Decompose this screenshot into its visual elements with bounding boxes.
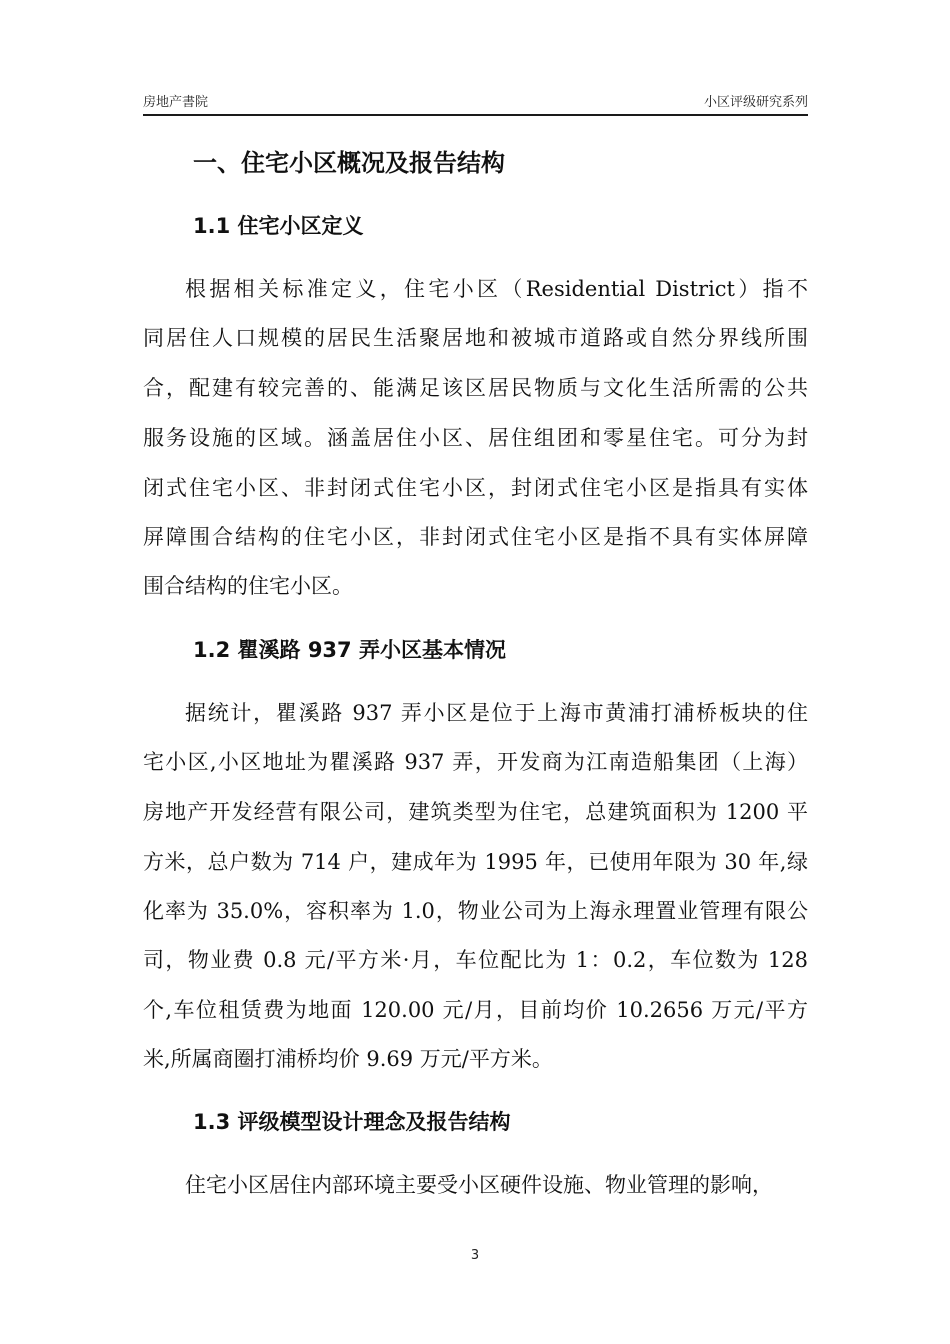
- header-series-title: 小区评级研究系列: [703, 95, 808, 110]
- subsection-title-1-2: 1.2 瞿溪路 937 弄小区基本情况: [193, 638, 506, 662]
- section-title: 一、住宅小区概况及报告结构: [193, 149, 505, 177]
- paragraph-line: 司，物业费 0.8 元/平方米·月，车位配比为 1：0.2，车位数为 128: [143, 948, 808, 972]
- paragraph-line: 围合结构的住宅小区。: [143, 574, 353, 598]
- page-header: [143, 94, 808, 116]
- paragraph-line: 宅小区,小区地址为瞿溪路 937 弄，开发商为江南造船集团（上海）: [143, 750, 808, 774]
- subsection-title-1-3: 1.3 评级模型设计理念及报告结构: [193, 1110, 511, 1134]
- paragraph-line: 个,车位租赁费为地面 120.00 元/月，目前均价 10.2656 万元/平方: [143, 998, 808, 1022]
- header-publisher: 房地产書院: [143, 95, 209, 110]
- paragraph-line: 化率为 35.0%，容积率为 1.0，物业公司为上海永理置业管理有限公: [143, 899, 808, 923]
- paragraph-line: 闭式住宅小区、非封闭式住宅小区，封闭式住宅小区是指具有实体: [143, 476, 808, 500]
- paragraph-line: 同居住人口规模的居民生活聚居地和被城市道路或自然分界线所围: [143, 326, 808, 350]
- paragraph-line: 合，配建有较完善的、能满足该区居民物质与文化生活所需的公共: [143, 376, 808, 400]
- paragraph-line: 服务设施的区域。涵盖居住小区、居住组团和零星住宅。可分为封: [143, 426, 808, 450]
- paragraph-line: 房地产开发经营有限公司，建筑类型为住宅，总建筑面积为 1200 平: [143, 800, 808, 824]
- paragraph-line: 米,所属商圈打浦桥均价 9.69 万元/平方米。: [143, 1047, 553, 1071]
- paragraph-line: 住宅小区居住内部环境主要受小区硬件设施、物业管理的影响，: [185, 1173, 773, 1197]
- paragraph-line: 方米，总户数为 714 户，建成年为 1995 年，已使用年限为 30 年,绿: [143, 850, 808, 874]
- paragraph-line: 根据相关标准定义，住宅小区（Residential District）指不: [185, 277, 808, 301]
- page-number: 3: [470, 1248, 480, 1263]
- paragraph-line: 屏障围合结构的住宅小区，非封闭式住宅小区是指不具有实体屏障: [143, 525, 808, 549]
- paragraph-line: 据统计，瞿溪路 937 弄小区是位于上海市黄浦打浦桥板块的住: [185, 701, 808, 725]
- subsection-title-1-1: 1.1 住宅小区定义: [193, 214, 364, 238]
